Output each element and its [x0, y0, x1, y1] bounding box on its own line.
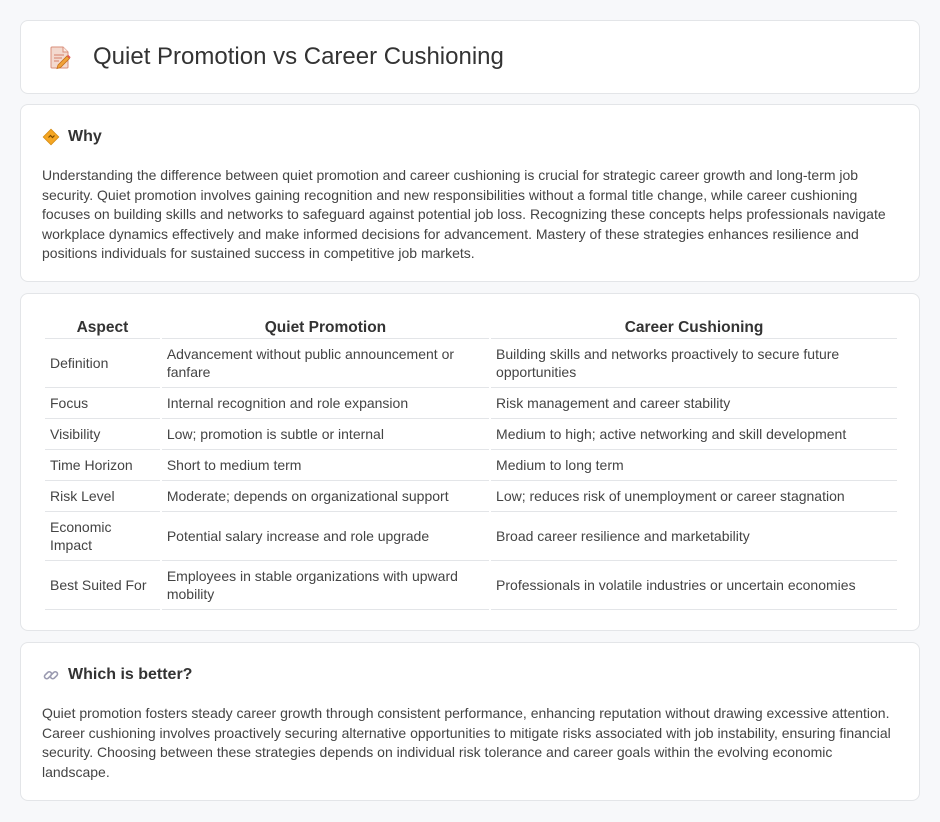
quiet-promotion-cell: Advancement without public announcement or fanfare	[162, 339, 489, 388]
aspect-cell: Time Horizon	[45, 450, 160, 481]
why-card	[20, 104, 920, 282]
quiet-promotion-cell: Potential salary increase and role upgrade	[162, 512, 489, 561]
quiet-promotion-cell: Moderate; depends on organizational support	[162, 481, 489, 512]
aspect-cell: Risk Level	[45, 481, 160, 512]
table-row	[45, 512, 897, 561]
better-title: Which is better?	[68, 666, 193, 683]
comparison-table	[43, 315, 899, 610]
table-row	[45, 339, 897, 388]
column-header-aspect: Aspect	[45, 315, 160, 339]
better-heading	[42, 666, 192, 684]
link-icon	[42, 666, 60, 684]
quiet-promotion-cell: Employees in stable organizations with upward mobility	[162, 561, 489, 610]
career-cushioning-cell: Low; reduces risk of unemployment or career stagnation	[491, 481, 897, 512]
column-header-career-cushioning: Career Cushioning	[491, 315, 897, 339]
why-heading	[42, 128, 102, 146]
aspect-cell: Definition	[45, 339, 160, 388]
diamond-sign-icon	[42, 128, 60, 146]
why-text: Understanding the difference between quiet promotion and career cushioning is crucial for strategic career growth and long-term job security. Quiet promotion involves gaining recognition and new responsibilities without a formal title change, while career cushioning focuses on building skills and networks to safeguard against potential job loss. Recognizing these concepts helps professionals navigate workplace dynamics effectively and make informed decisions for advancement. Mastery of these strategies enhances resilience and positions individuals for sustained success in competitive job markets.	[42, 167, 886, 261]
career-cushioning-cell: Professionals in volatile industries or uncertain economies	[491, 561, 897, 610]
career-cushioning-cell: Building skills and networks proactively to secure future opportunities	[491, 339, 897, 388]
header-card	[20, 20, 920, 94]
comparison-table-card	[20, 293, 920, 631]
why-title: Why	[68, 128, 102, 145]
page-title: Quiet Promotion vs Career Cushioning	[93, 43, 504, 70]
table-row	[45, 481, 897, 512]
column-header-quiet-promotion: Quiet Promotion	[162, 315, 489, 339]
which-is-better-card	[20, 642, 920, 801]
career-cushioning-cell: Risk management and career stability	[491, 388, 897, 419]
aspect-cell: Best Suited For	[45, 561, 160, 610]
table-row	[45, 388, 897, 419]
aspect-cell: Economic Impact	[45, 512, 160, 561]
career-cushioning-cell: Medium to high; active networking and skill development	[491, 419, 897, 450]
quiet-promotion-cell: Short to medium term	[162, 450, 489, 481]
table-row	[45, 561, 897, 610]
table-row	[45, 419, 897, 450]
better-text: Quiet promotion fosters steady career growth through consistent performance, enhancing reputation without drawing excessive attention. Career cushioning involves proactively securing alternative opportunities to mitigate risks associated with job instability, ensuring financial security. Choosing between these strategies depends on individual risk tolerance and career goals within the evolving economic landscape.	[42, 705, 891, 780]
document-pencil-icon	[47, 44, 73, 70]
quiet-promotion-cell: Low; promotion is subtle or internal	[162, 419, 489, 450]
quiet-promotion-cell: Internal recognition and role expansion	[162, 388, 489, 419]
career-cushioning-cell: Broad career resilience and marketability	[491, 512, 897, 561]
table-row	[45, 450, 897, 481]
aspect-cell: Visibility	[45, 419, 160, 450]
career-cushioning-cell: Medium to long term	[491, 450, 897, 481]
aspect-cell: Focus	[45, 388, 160, 419]
table-header-row	[45, 315, 897, 339]
